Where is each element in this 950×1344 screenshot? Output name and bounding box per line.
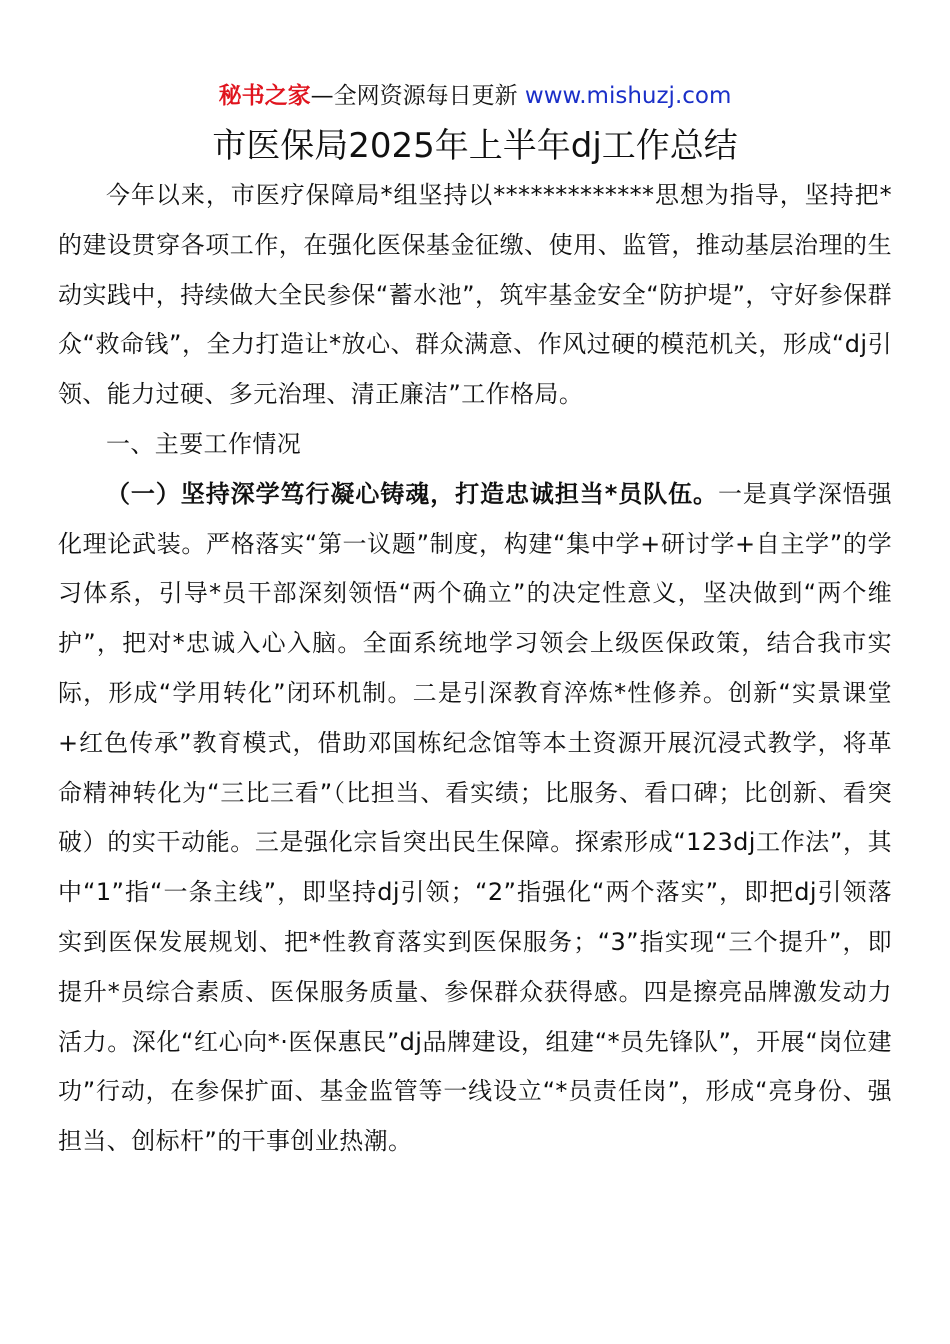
section-heading-main-work: 一、主要工作情况 xyxy=(106,429,302,458)
site-header xyxy=(0,80,950,112)
site-brand: 秘书之家 xyxy=(218,83,311,109)
intro-paragraph: 今年以来，市医疗保障局*组坚持以*************思想为指导，坚持把*的建设贯穿各项工作，在强化医保基金征缴、使用、监管，推动基层治理的生动实践中，持续做大全民参保“蓄水池”，筑牢基金安全“防护堤”，守好参保群众“救命钱”，全力打造让*放心、群众满意、作风过硬的模范机关，形成“dj引领、能力过硬、多元治理、清正廉洁”工作格局。 xyxy=(58,181,892,409)
subsection-paragraph-1 xyxy=(58,470,892,1167)
site-url-link[interactable]: www.mishuzj.com xyxy=(524,83,732,109)
document-body xyxy=(58,171,892,1167)
subsection-heading-1: （一）坚持深学笃行凝心铸魂，打造忠诚担当*员队伍。 xyxy=(106,479,718,508)
subsection-text-1: 一是真学深悟强化理论武装。严格落实“第一议题”制度，构建“集中学+研讨学+自主学”的学习体系，引导*员干部深刻领悟“两个确立”的决定性意义，坚决做到“两个维护”，把对*忠诚入心入脑。全面系统地学习领会上级医保政策，结合我市实际，形成“学用转化”闭环机制。二是引深教育淬炼*性修养。创新“实景课堂+红色传承”教育模式，借助邓国栋纪念馆等本土资源开展沉浸式教学，将革命精神转化为“三比三看”（比担当、看实绩；比服务、看口碑；比创新、看突破）的实干动能。三是强化宗旨突出民生保障。探索形成“123dj工作法”，其中“1”指“一条主线”，即坚持dj引领；“2”指强化“两个落实”，即把dj引领落实到医保发展规划、把*性教育落实到医保服务；“3”指实现“三个提升”，即提升*员综合素质、医保服务质量、参保群众获得感。四是擦亮品牌激发动力活力。深化“红心向*·医保惠民”dj品牌建设，组建“*员先锋队”，开展“岗位建功”行动，在参保扩面、基金监管等一线设立“*员责任岗”，形成“亮身份、强担当、创标杆”的干事创业热潮。 xyxy=(58,479,892,1156)
document-title: 市医保局2025年上半年dj工作总结 xyxy=(212,126,738,166)
site-tagline: —全网资源每日更新 xyxy=(310,83,525,109)
